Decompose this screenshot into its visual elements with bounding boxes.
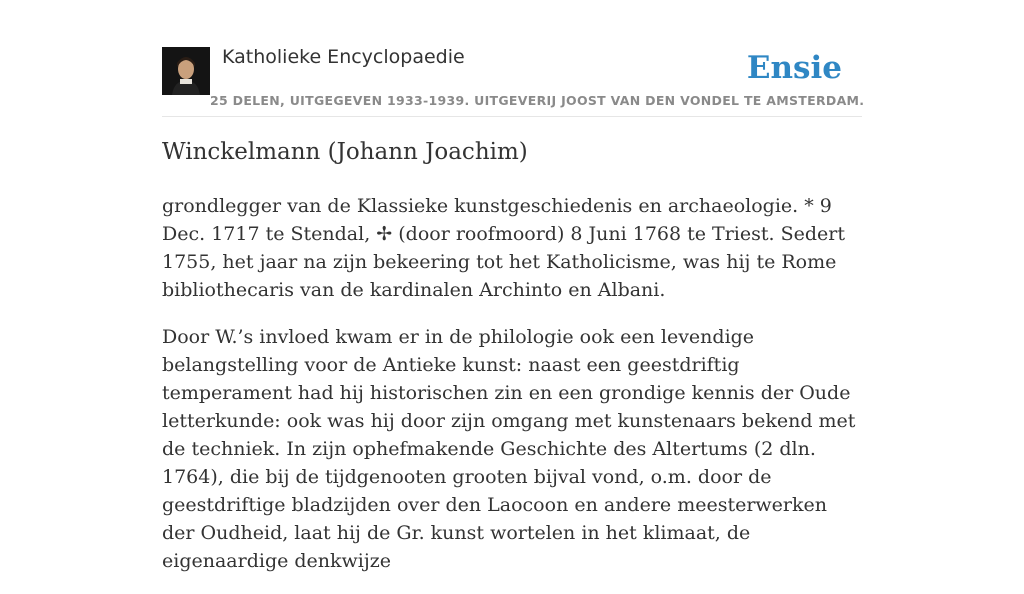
source-title[interactable]: Katholieke Encyclopaedie [222,46,465,68]
source-avatar[interactable] [162,47,210,95]
article-paragraph: grondlegger van de Klassieke kunstgeschiedenis en archaeologie. * 9 Dec. 1717 te Stendal, ✢ (door roofmoord) 8 Juni 1768 te Triest. Sedert 1755, het jaar na zijn bekeering tot het Katholicisme, was hij te Rome bibliothecaris van de kardinalen Archinto en Albani. [162,195,845,301]
article-title: Winckelmann (Johann Joachim) [162,139,528,165]
article-paragraph: Door W.’s invloed kwam er in de philologie ook een levendige belangstelling voor de Antieke kunst: naast een geestdriftig temperament had hij historischen zin en een grondige kennis der Oude letterkunde: ook was hij door zijn omgang met kunstenaars bekend met de techniek. In zijn ophefmakende Geschichte des Altertums (2 dln. 1764), die bij de tijdgenooten grooten bijval vond, o.m. door de geestdriftige bladzijden over den Laocoon en andere meesterwerken der Oudheid, laat hij de Gr. kunst wortelen in het klimaat, de eigenaardige denkwijze [162,326,856,572]
page [162,0,865,572]
source-header [162,0,865,117]
portrait-icon [162,47,210,95]
source-subtitle: 25 DELEN, UITGEGEVEN 1933-1939. UITGEVERIJ JOOST VAN DEN VONDEL TE AMSTERDAM. [210,93,865,108]
article-body [162,192,862,594]
ensie-logo-link[interactable]: Ensie [746,50,842,86]
